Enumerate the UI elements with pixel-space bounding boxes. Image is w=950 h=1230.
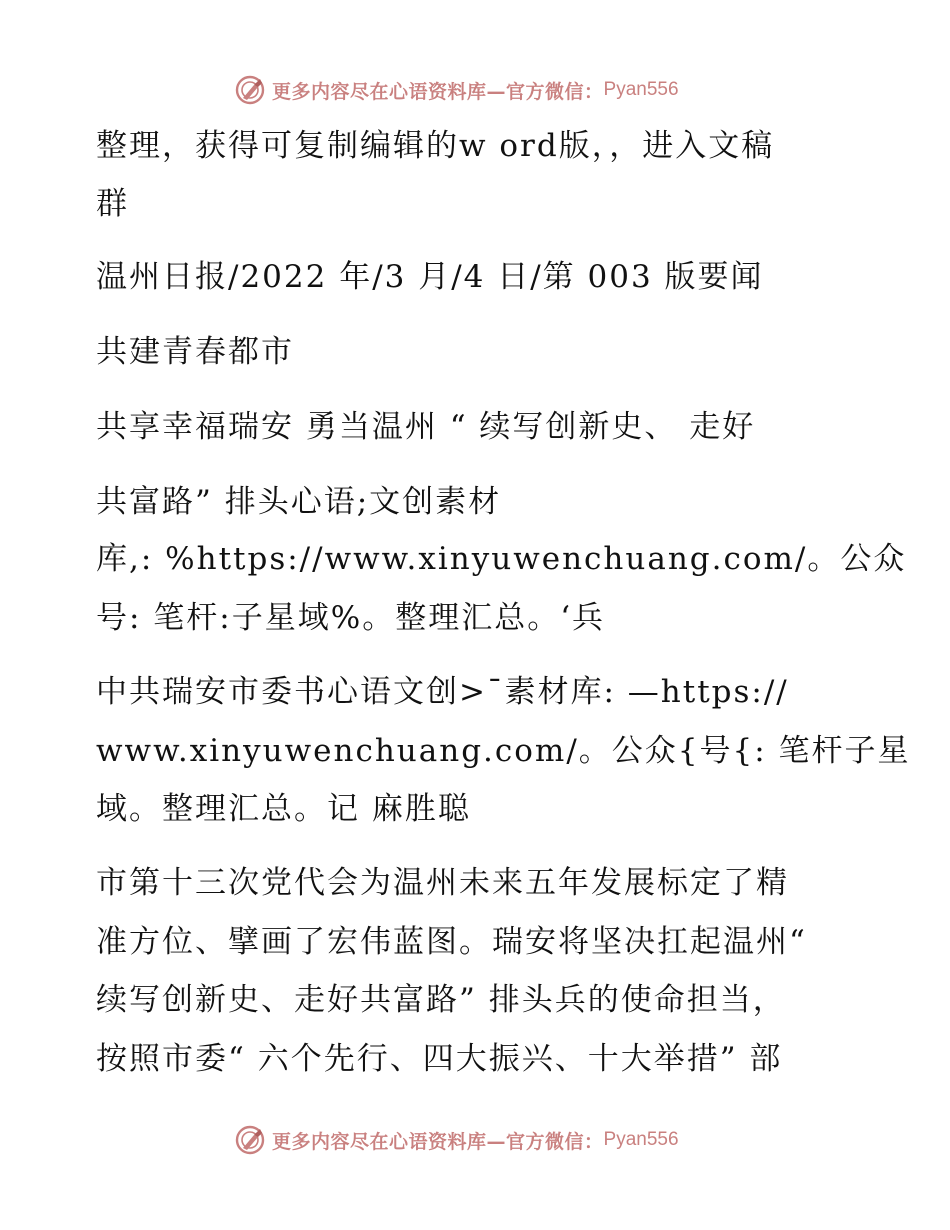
body-line-6: 共富路” 排头心语;文创素材	[96, 484, 502, 520]
watermark-text: 更多内容尽在心语资料库—官方微信：	[272, 1130, 604, 1153]
body-line-7: 库,: %https://www.xinyuwenchuang.com/。公众	[96, 541, 907, 577]
pen-nib-icon	[234, 74, 266, 106]
watermark-handle: Pyan556	[603, 1129, 679, 1150]
body-line-14: 续写创新史、走好共富路” 排头兵的使命担当，	[96, 982, 786, 1018]
body-line-10: www.xinyuwenchuang.com/。公众{号{: 笔杆子星	[96, 733, 911, 769]
pen-nib-icon	[234, 1124, 266, 1156]
watermark-banner-bottom	[234, 1122, 679, 1158]
body-line-9: 中共瑞安市委书心语文创>¯素材库: —https://	[96, 674, 789, 710]
body-line-12: 市第十三次党代会为温州未来五年发展标定了精	[96, 865, 789, 901]
body-line-4: 共建青春都市	[96, 334, 294, 370]
watermark-text: 更多内容尽在心语资料库—官方微信：	[272, 80, 604, 103]
body-line-15: 按照市委“ 六个先行、四大振兴、十大举措” 部	[96, 1041, 783, 1077]
body-line-3: 温州日报/2022 年/3 月/4 日/第 003 版要闻	[96, 259, 764, 295]
body-line-8: 号: 笔杆:子星域%。整理汇总。‘兵	[96, 600, 606, 636]
watermark-handle: Pyan556	[603, 79, 679, 100]
body-line-11: 域。整理汇总。记 麻胜聪	[96, 791, 471, 827]
body-line-13: 准方位、擘画了宏伟蓝图。瑞安将坚决扛起温州“	[96, 924, 807, 960]
body-line-5: 共享幸福瑞安 勇当温州 “ 续写创新史、 走好	[96, 409, 756, 445]
body-line-2: 群	[96, 186, 129, 222]
watermark-banner-top	[234, 72, 679, 108]
body-line-1: 整理，获得可复制编辑的w ord版，，进入文稿	[96, 128, 775, 164]
